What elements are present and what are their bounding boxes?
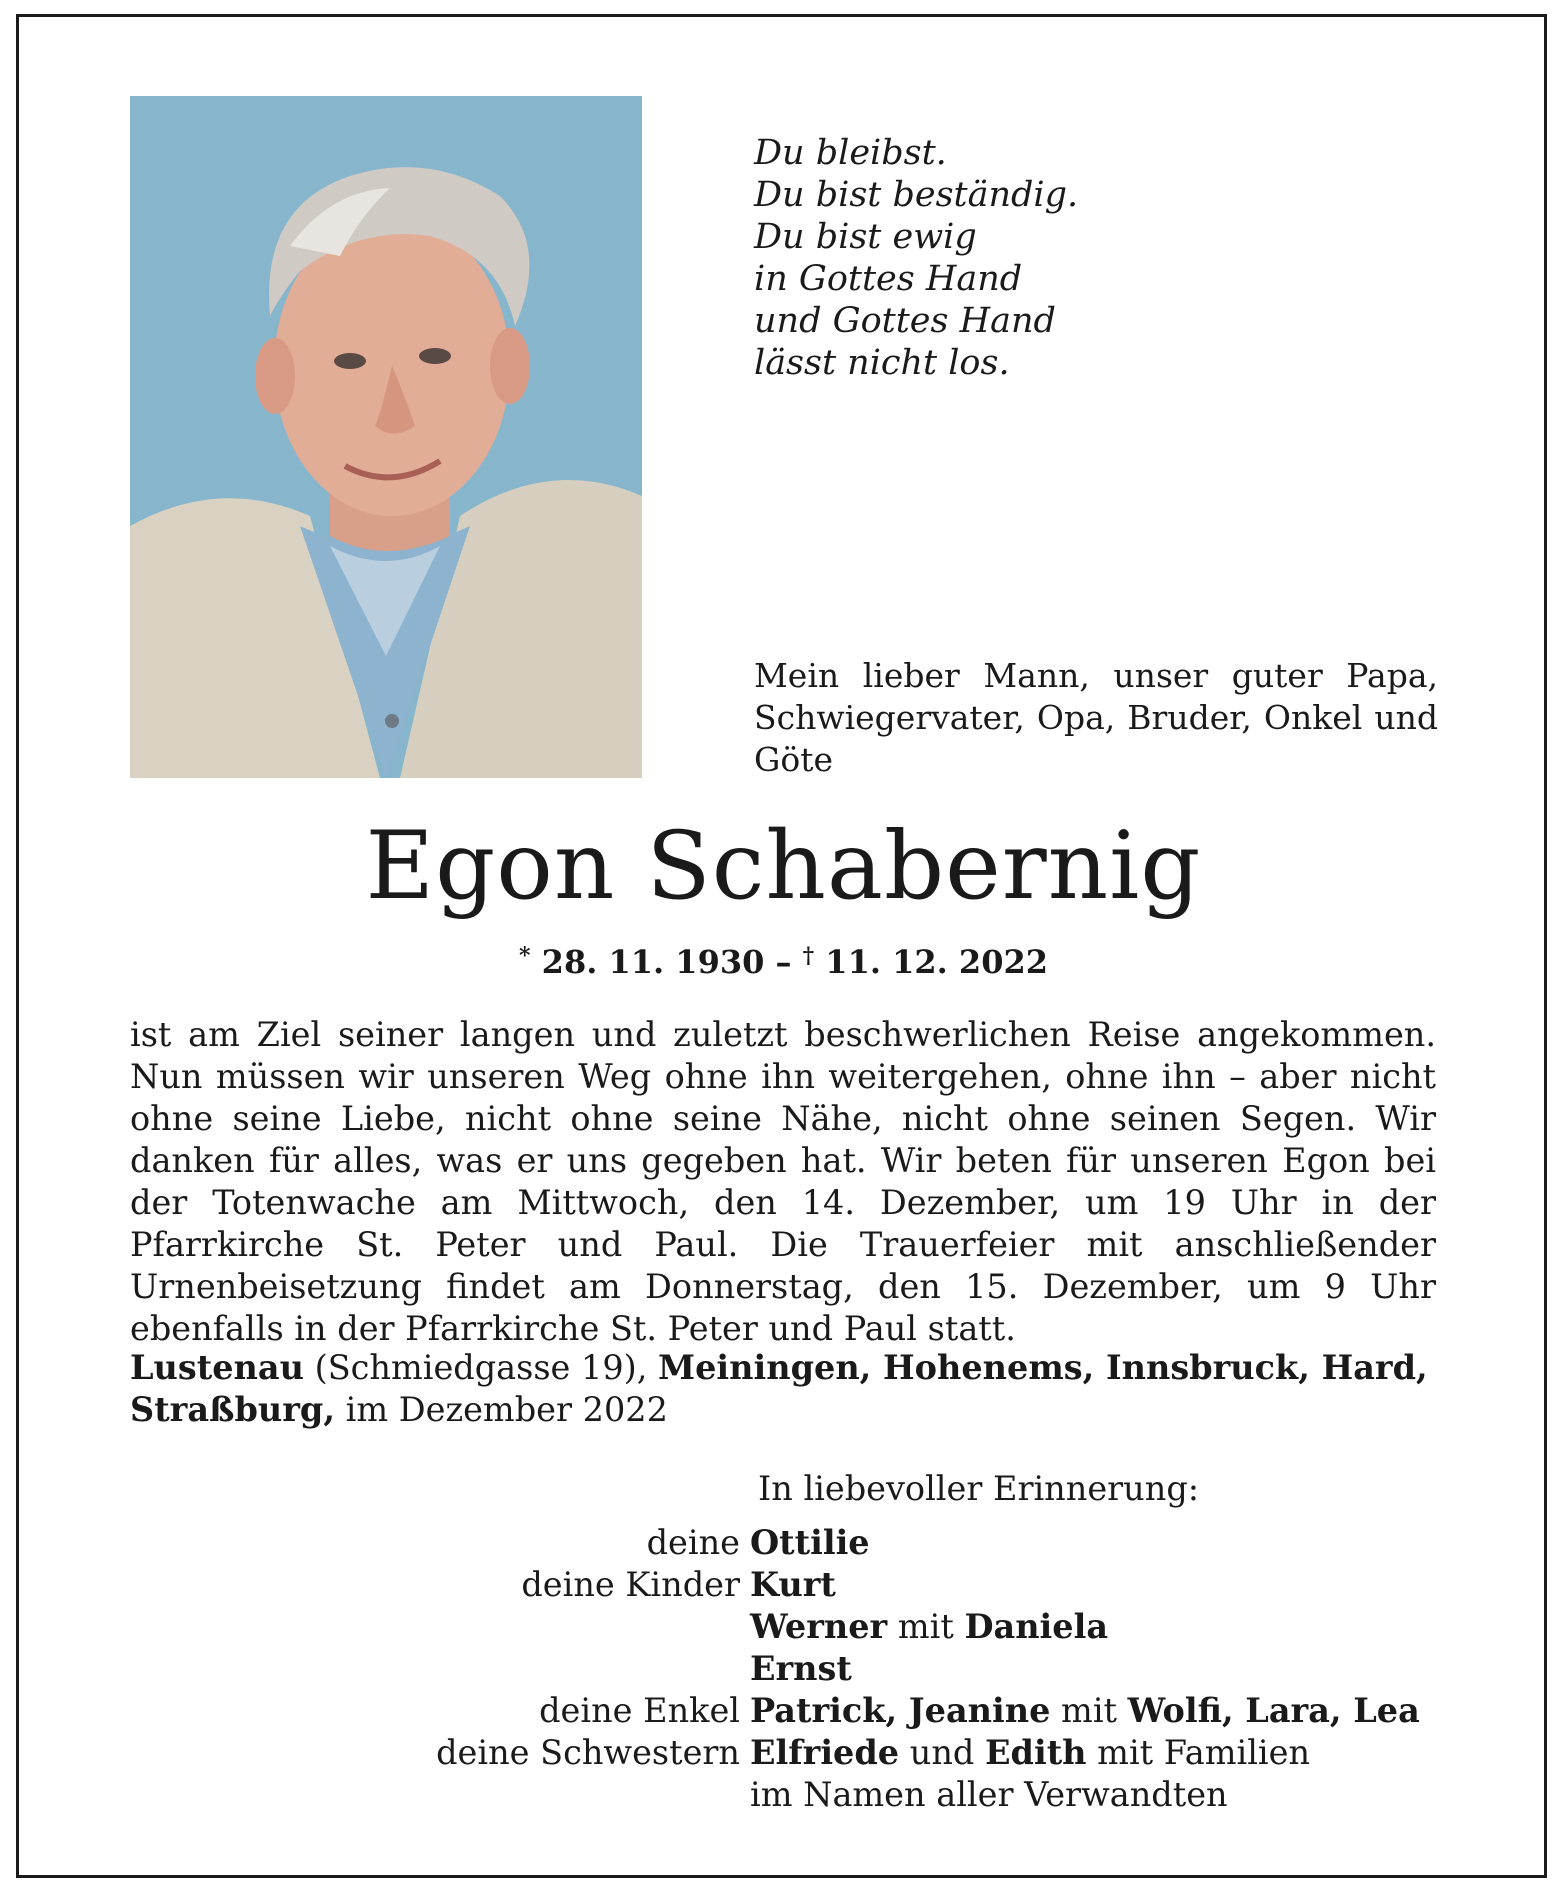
family-name: Ottilie [750, 1523, 870, 1562]
portrait-photo [130, 96, 642, 778]
birth-mark: * [519, 943, 531, 969]
family-names [750, 1648, 1450, 1690]
family-row [130, 1606, 1450, 1648]
poem [754, 132, 1078, 384]
life-dates [0, 936, 1567, 982]
date-dash: – [764, 943, 803, 981]
connector: mit [887, 1607, 965, 1646]
family-name: Edith [985, 1733, 1087, 1772]
place-line [130, 1347, 1440, 1431]
poem-line: lässt nicht los. [754, 343, 1010, 383]
poem-line: Du bist beständig. [754, 175, 1079, 215]
family-name: Kurt [750, 1565, 836, 1604]
place-date: im Dezember 2022 [335, 1390, 668, 1429]
relation-label [130, 1648, 750, 1690]
intro-text: Mein lieber Mann, unser guter Papa, Schwiegervater, Opa, Bruder, Onkel und Göte [754, 656, 1438, 779]
relation-label [130, 1606, 750, 1648]
remembrance-heading: In liebevoller Erinnerung: [758, 1469, 1200, 1508]
family-row [130, 1774, 1450, 1816]
family-name: Werner [750, 1607, 888, 1646]
death-mark: † [802, 943, 815, 969]
family-name: Patrick, Jeanine [750, 1691, 1051, 1730]
family-list [130, 1522, 1450, 1816]
place-others: Meiningen, Hohenems, Innsbruck, Hard, Straßburg, [130, 1348, 1428, 1429]
relation-label [130, 1774, 750, 1816]
family-names [750, 1690, 1450, 1732]
death-date: 11. 12. 2022 [825, 943, 1048, 981]
deceased-name: Egon Schabernig [365, 812, 1202, 921]
family-row [130, 1690, 1450, 1732]
family-row [130, 1648, 1450, 1690]
place-town: Lustenau [130, 1348, 304, 1387]
family-names [750, 1774, 1450, 1816]
connector: mit Familien [1086, 1733, 1311, 1772]
family-name: Daniela [964, 1607, 1109, 1646]
family-name: Elfriede [750, 1733, 900, 1772]
family-row [130, 1522, 1450, 1564]
poem-line: in Gottes Hand [754, 259, 1023, 299]
relation-label: deine Enkel [539, 1691, 740, 1730]
relation-label: deine Schwestern [436, 1733, 740, 1772]
poem-line: Du bist ewig [754, 217, 977, 257]
family-name: Ernst [750, 1649, 852, 1688]
family-names [750, 1564, 1450, 1606]
family-names [750, 1522, 1450, 1564]
connector: mit [1050, 1691, 1128, 1730]
announcement-body: ist am Ziel seiner langen und zuletzt beschwerlichen Reise angekommen. Nun müssen wir unseren Weg ohne ihn weitergehen, ohne ihn – aber nicht ohne seine Liebe, nicht ohne seine Nähe, nicht ohne seinen Segen. Wir danken für alles, was er uns gegeben hat. Wir beten für unseren Egon bei der Totenwache am Mittwoch, den 14. Dezember, um 19 Uhr in der Pfarrkirche St. Peter und Paul. Die Trauerfeier mit anschließender Urnenbeisetzung findet am Donnerstag, den 15. Dezember, um 9 Uhr ebenfalls in der Pfarrkirche St. Peter und Paul statt. [130, 1015, 1436, 1348]
place-address: (Schmiedgasse 19), [303, 1348, 659, 1387]
family-names [750, 1732, 1450, 1774]
relation-label: deine Kinder [521, 1565, 740, 1604]
closing-line: im Namen aller Verwandten [750, 1775, 1228, 1814]
poem-line: Du bleibst. [754, 133, 947, 173]
poem-line: und Gottes Hand [754, 301, 1056, 341]
family-name: Wolfi, Lara, Lea [1127, 1691, 1420, 1730]
birth-date: 28. 11. 1930 [541, 943, 765, 981]
family-names [750, 1606, 1450, 1648]
relation-label: deine [646, 1523, 740, 1562]
family-row [130, 1732, 1450, 1774]
connector: und [899, 1733, 986, 1772]
family-row [130, 1564, 1450, 1606]
